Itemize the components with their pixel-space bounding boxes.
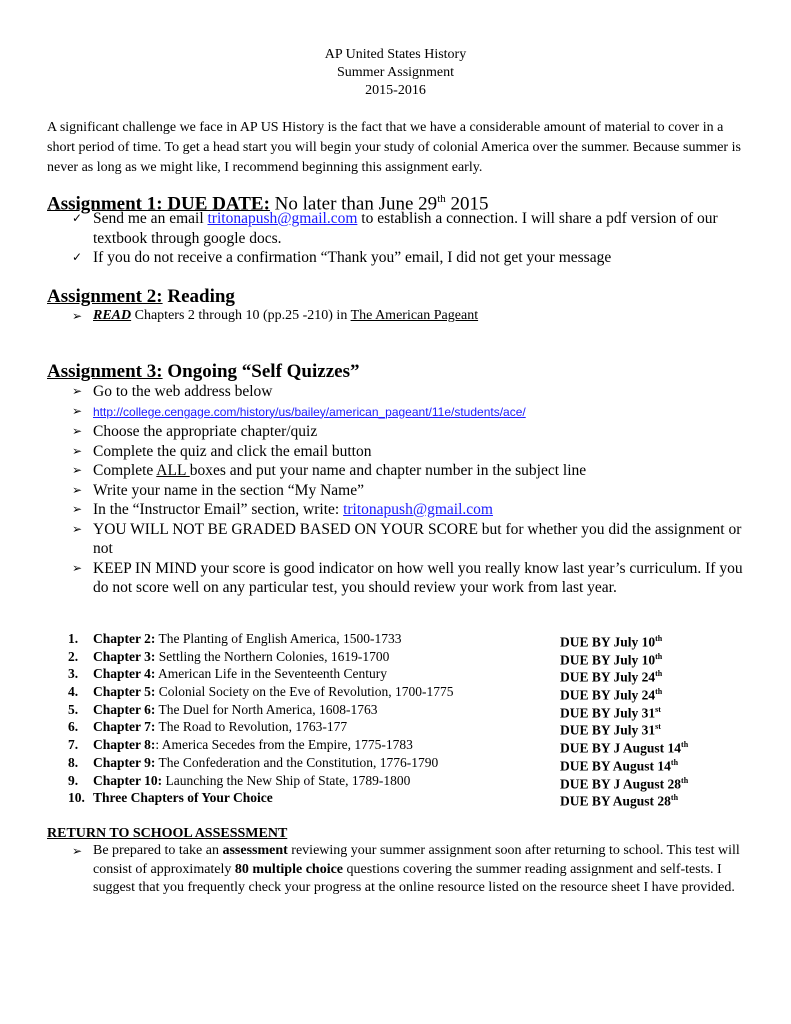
- assignment3-title: Ongoing “Self Quizzes”: [162, 361, 360, 382]
- due-text: DUE BY August 28: [560, 793, 671, 809]
- chapter-title: [93, 683, 453, 701]
- due-text: DUE BY July 31: [560, 722, 656, 738]
- item-text: boxes and put your name and chapter number in the subject line: [189, 462, 587, 479]
- chapter-label: Three Chapters of Your Choice: [93, 790, 273, 806]
- arrow-bullet-icon: ➢: [72, 844, 83, 858]
- return-heading: RETURN TO SCHOOL ASSESSMENT: [47, 826, 288, 841]
- assignment2-list: [72, 307, 752, 325]
- email-link[interactable]: tritonapush@gmail.com: [207, 210, 358, 227]
- chapter-row: [68, 754, 728, 772]
- chapter-number: 10.: [68, 790, 85, 806]
- assignment1-due-post: 2015: [445, 193, 489, 215]
- chapter-row: [68, 736, 728, 754]
- list-item: [72, 402, 752, 423]
- chapter-row: [68, 665, 728, 683]
- item-text: If you do not receive a confirmation “Thank you” email, I did not get your message: [93, 249, 612, 266]
- due-suffix: th: [681, 775, 689, 785]
- chapter-name: Launching the New Ship of State, 1789-1800: [162, 772, 411, 788]
- chapter-label: Chapter 10:: [93, 772, 163, 788]
- chapter-number: 8.: [68, 754, 79, 770]
- chapter-label: Chapter 8:: [93, 737, 156, 753]
- due-text: DUE BY July 31: [560, 705, 656, 721]
- due-text: DUE BY July 24: [560, 669, 656, 685]
- chapter-number: 9.: [68, 772, 79, 788]
- due-suffix: th: [670, 757, 679, 767]
- item-text: Be prepared to take an: [93, 843, 223, 858]
- assignment2-title: Reading: [162, 286, 235, 307]
- assignment3-label: Assignment 3:: [47, 361, 163, 382]
- chapter-row: [68, 630, 728, 648]
- item-text: Complete the quiz and click the email button: [93, 442, 372, 460]
- assignment1-label: Assignment 1: DUE DATE:: [47, 193, 270, 215]
- return-list: [72, 842, 762, 898]
- assignment3-heading: [47, 361, 359, 383]
- item-text-bold: assessment: [222, 843, 288, 858]
- arrow-bullet-icon: ➢: [72, 443, 83, 458]
- chapter-label: Chapter 3:: [93, 648, 156, 664]
- arrow-bullet-icon: ➢: [72, 403, 83, 418]
- arrow-bullet-icon: ➢: [72, 482, 83, 497]
- chapter-number: 4.: [68, 684, 79, 700]
- chapter-title: [93, 630, 401, 648]
- list-item: [72, 209, 752, 248]
- assignment1-due-sup: th: [437, 193, 446, 205]
- arrow-bullet-icon: ➢: [72, 463, 83, 477]
- chapter-label: Chapter 6:: [93, 701, 156, 717]
- due-text: DUE BY July 10: [560, 652, 656, 668]
- chapter-due-date: [560, 789, 678, 810]
- due-text: DUE BY J August 28: [560, 776, 682, 791]
- chapter-name: American Life in the Seventeenth Century: [155, 666, 388, 682]
- chapter-number: 6.: [68, 719, 79, 735]
- due-suffix: th: [655, 687, 663, 697]
- intro-paragraph: A significant challenge we face in AP US History is the fact that we have a considerable amount of material to cover in a short period of time. To get a head start you will begin your study of colonial America over the summer. Because summer is never as long as we might like, I recommend beginning this assignment early.: [47, 120, 741, 175]
- due-suffix: th: [670, 793, 679, 803]
- chapter-label: Chapter 9:: [93, 754, 156, 770]
- due-text: DUE BY August 14: [560, 758, 671, 774]
- chapter-number: 5.: [68, 701, 79, 717]
- chapter-name: The Road to Revolution, 1763-177: [155, 719, 348, 735]
- chapter-name: The Confederation and the Constitution, 1776-1790: [155, 754, 439, 770]
- due-suffix: st: [655, 722, 661, 732]
- chapter-title: [93, 772, 410, 790]
- chapter-name: The Planting of English America, 1500-1733: [155, 631, 402, 646]
- school-year: 2015-2016: [365, 83, 426, 98]
- list-item: [72, 461, 752, 481]
- arrow-bullet-icon: ➢: [72, 560, 83, 575]
- chapter-number: 7.: [68, 737, 79, 753]
- item-text: YOU WILL NOT BE GRADED BASED ON YOUR SCORE but for whether you did the assignment or not: [93, 520, 742, 557]
- chapter-number: 2.: [68, 648, 79, 664]
- arrow-bullet-icon: ➢: [72, 521, 83, 536]
- chapter-name: Settling the Northern Colonies, 1619-1700: [155, 648, 390, 664]
- email-link[interactable]: tritonapush@gmail.com: [343, 501, 493, 518]
- assignment2-label: Assignment 2:: [47, 286, 163, 307]
- list-item: [72, 520, 752, 559]
- due-suffix: th: [655, 669, 663, 679]
- due-suffix: st: [655, 704, 661, 714]
- item-text: Write your name in the section “My Name”: [93, 481, 364, 499]
- course-title: AP United States History: [324, 47, 467, 62]
- chapter-label: Chapter 5:: [93, 684, 156, 700]
- chapter-title: [93, 665, 387, 683]
- assignment1-list: [72, 209, 752, 268]
- assignment3-list: [72, 382, 752, 598]
- list-item: [72, 422, 752, 442]
- chapter-row: [68, 789, 728, 807]
- list-item: [72, 500, 752, 520]
- arrow-bullet-icon: ➢: [72, 424, 83, 438]
- check-icon: ✓: [72, 250, 83, 264]
- book-title: The American Pageant: [350, 308, 479, 323]
- chapter-number: 1.: [68, 631, 79, 646]
- chapter-label: Chapter 7:: [93, 719, 156, 735]
- arrow-bullet-icon: ➢: [72, 384, 83, 398]
- item-text: Choose the appropriate chapter/quiz: [93, 423, 318, 440]
- assignment-title: Summer Assignment: [336, 65, 455, 80]
- quiz-url-link[interactable]: http://college.cengage.com/history/us/bailey/american_pageant/11e/students/ace/: [93, 404, 526, 419]
- document-header: [0, 46, 791, 100]
- item-text: Go to the web address below: [93, 383, 273, 400]
- read-text: Chapters 2 through 10 (pp.25 -210) in: [131, 308, 351, 323]
- read-label: READ: [93, 308, 132, 323]
- assignment1-due-pre: No later than June 29: [269, 193, 438, 215]
- list-item: [72, 382, 752, 402]
- chapter-number: 3.: [68, 666, 79, 682]
- arrow-bullet-icon: ➢: [72, 309, 83, 323]
- item-text: Send me an email: [93, 210, 208, 227]
- item-text: questions covering the summer reading assignment and self-tests. I suggest that you frequently check your progress at the online resource listed on the resource sheet I have provided.: [93, 861, 735, 895]
- item-text: Complete: [93, 462, 157, 479]
- item-text-bold: 80 multiple choice: [234, 861, 344, 877]
- chapter-label: Chapter 4:: [93, 666, 156, 682]
- item-text: to establish a connection. I will share a pdf version of our textbook through google docs.: [93, 210, 718, 247]
- item-text: In the “Instructor Email” section, write:: [93, 501, 344, 518]
- item-text: KEEP IN MIND your score is good indicator on how well you really know last year’s curriculum. If you do not score well on any particular test, you should review your work from last year.: [93, 559, 743, 596]
- check-icon: ✓: [72, 211, 83, 225]
- chapter-schedule: [68, 630, 728, 807]
- chapter-name: : America Secedes from the Empire, 1775-1783: [155, 737, 413, 753]
- due-text: DUE BY J August 14: [560, 740, 682, 756]
- chapter-row: [68, 701, 728, 719]
- chapter-name: Colonial Society on the Eve of Revolution, 1700-1775: [155, 684, 454, 700]
- list-item: [72, 307, 752, 325]
- list-item: [72, 442, 752, 462]
- due-suffix: th: [655, 634, 663, 643]
- arrow-bullet-icon: ➢: [72, 502, 83, 516]
- assignment2-heading: [47, 286, 235, 308]
- chapter-title: [93, 701, 377, 719]
- chapter-row: [68, 772, 728, 790]
- list-item: [72, 481, 752, 501]
- item-text: reviewing your summer assignment soon after returning to school. This test will consist of approximately: [93, 843, 740, 877]
- chapter-title: [93, 648, 389, 666]
- chapter-title: [93, 789, 273, 807]
- due-text: DUE BY July 10: [560, 634, 656, 650]
- chapter-row: [68, 648, 728, 666]
- due-suffix: th: [655, 651, 663, 661]
- chapter-title: [93, 736, 413, 754]
- chapter-title: [93, 754, 438, 772]
- item-text-emphasis: ALL: [156, 462, 190, 479]
- list-item: [72, 559, 752, 598]
- list-item: [72, 248, 752, 268]
- chapter-row: [68, 718, 728, 736]
- chapter-row: [68, 683, 728, 701]
- chapter-name: The Duel for North America, 1608-1763: [155, 701, 378, 717]
- chapter-title: [93, 718, 347, 736]
- chapter-label: Chapter 2:: [93, 631, 156, 646]
- list-item: [72, 842, 762, 898]
- due-suffix: th: [681, 740, 689, 750]
- due-text: DUE BY July 24: [560, 687, 656, 703]
